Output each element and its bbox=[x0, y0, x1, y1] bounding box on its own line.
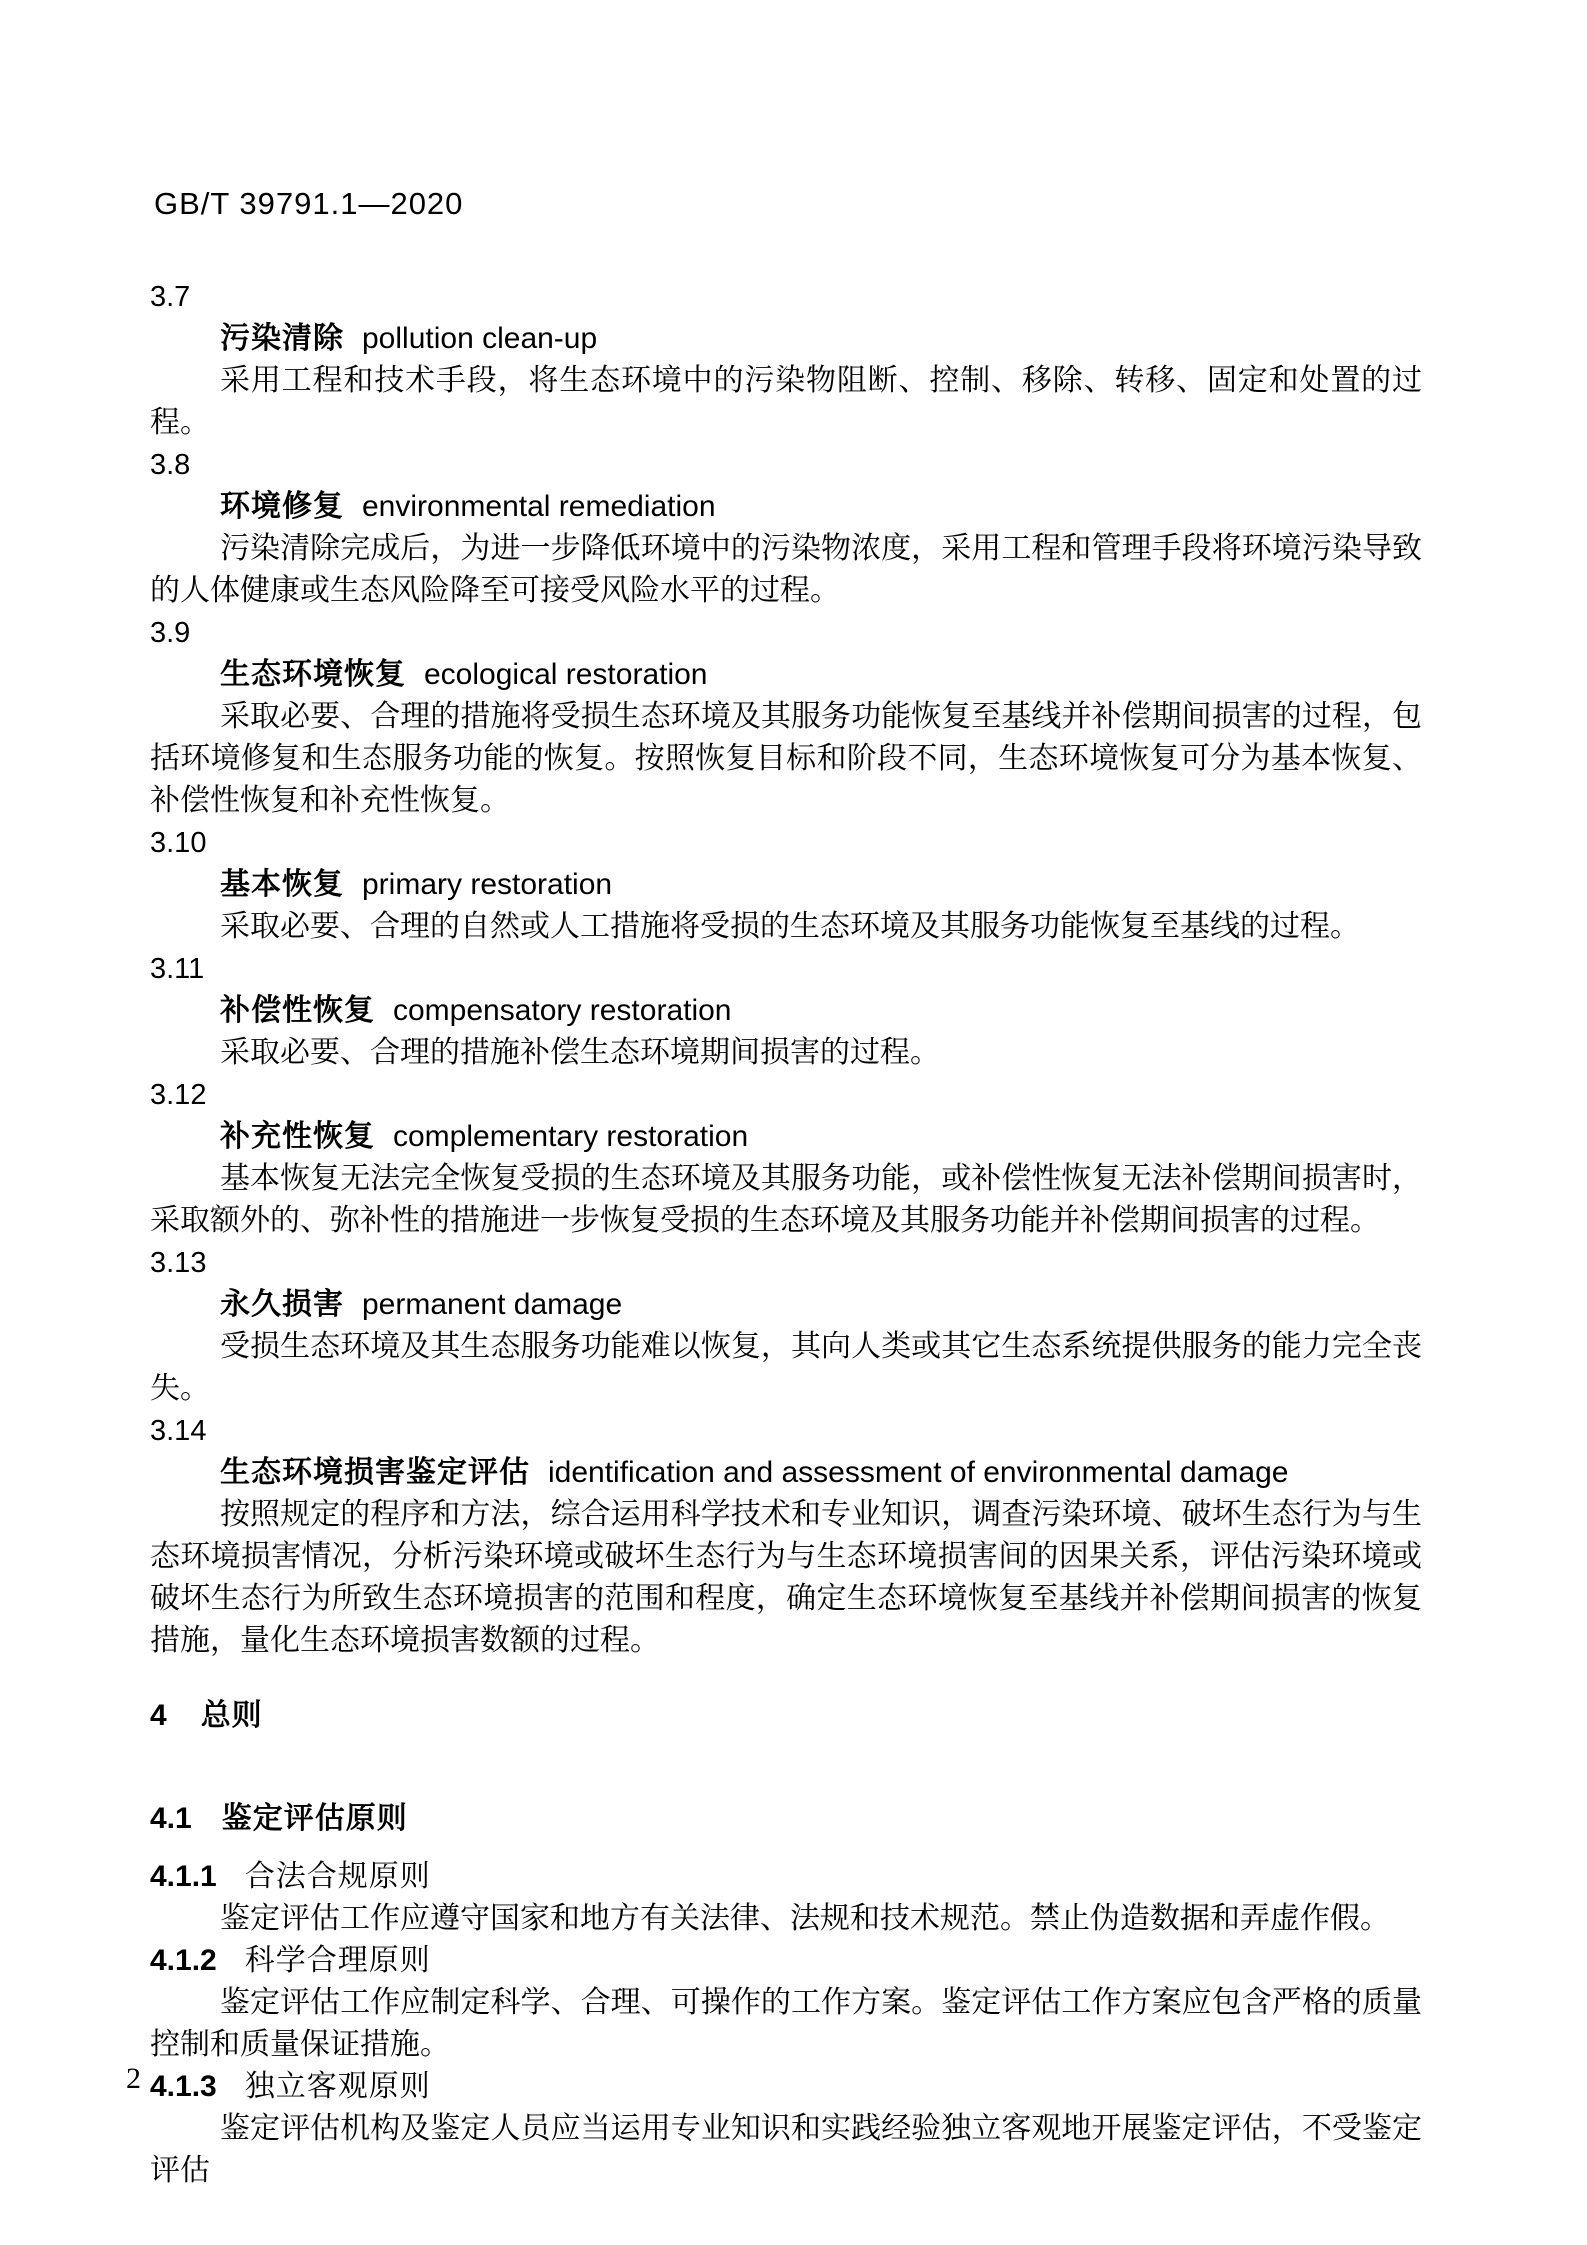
term-definition: 采取必要、合理的措施将受损生态环境及其服务功能恢复至基线并补偿期间损害的过程，包括环境修复和生态服务功能的恢复。按照恢复目标和阶段不同，生态环境恢复可分为基本恢复、补偿性恢复和补充性恢复。 bbox=[150, 700, 1422, 817]
clause-4-1-number: 4.1 bbox=[150, 1802, 192, 1835]
term-title-line bbox=[150, 318, 1422, 360]
term-definition: 采取必要、合理的措施补偿生态环境期间损害的过程。 bbox=[220, 1036, 940, 1069]
clause-4-1-2-heading bbox=[150, 1940, 1422, 1982]
clause-4-1-1 bbox=[150, 1856, 1422, 1940]
clause-4-1-1-title: 合法合规原则 bbox=[244, 1860, 431, 1893]
term-number: 3.7 bbox=[150, 281, 191, 313]
term-entry bbox=[150, 444, 1422, 612]
term-title-zh: 环境修复 bbox=[220, 490, 344, 523]
term-title-en: primary restoration bbox=[362, 868, 613, 901]
term-title-zh: 补偿性恢复 bbox=[220, 994, 375, 1027]
clause-4-1-3-heading bbox=[150, 2066, 1422, 2108]
clause-4-heading bbox=[150, 1695, 1422, 1737]
clause-4-1-2-number: 4.1.2 bbox=[150, 1944, 217, 1977]
term-title-line bbox=[150, 1284, 1422, 1326]
term-entry bbox=[150, 1410, 1422, 1662]
term-title-line bbox=[150, 1116, 1422, 1158]
term-definition: 基本恢复无法完全恢复受损的生态环境及其服务功能，或补偿性恢复无法补偿期间损害时，采取额外的、弥补性的措施进一步恢复受损的生态环境及其服务功能并补偿期间损害的过程。 bbox=[150, 1162, 1422, 1237]
term-entry bbox=[150, 1074, 1422, 1242]
term-title-line bbox=[150, 990, 1422, 1032]
term-title-en: compensatory restoration bbox=[393, 994, 732, 1027]
term-title-en: ecological restoration bbox=[424, 658, 708, 691]
term-title-line bbox=[150, 654, 1422, 696]
clause-4-1-2 bbox=[150, 1940, 1422, 2066]
term-number: 3.13 bbox=[150, 1247, 207, 1279]
term-number: 3.9 bbox=[150, 617, 191, 649]
term-title-line bbox=[150, 1452, 1422, 1494]
clause-4-1-1-body: 鉴定评估工作应遵守国家和地方有关法律、法规和技术规范。禁止伪造数据和弄虚作假。 bbox=[220, 1902, 1390, 1935]
clause-4-number: 4 bbox=[150, 1699, 167, 1732]
term-title-en: permanent damage bbox=[362, 1288, 623, 1321]
term-title-en: complementary restoration bbox=[393, 1120, 749, 1153]
term-number: 3.10 bbox=[150, 827, 207, 859]
term-number: 3.12 bbox=[150, 1079, 207, 1111]
term-title-line bbox=[150, 864, 1422, 906]
term-title-en: environmental remediation bbox=[362, 490, 716, 523]
term-title-zh: 污染清除 bbox=[220, 322, 344, 355]
clause-4-title: 总则 bbox=[200, 1699, 263, 1732]
clause-4-1-heading bbox=[150, 1798, 1422, 1840]
term-definition: 采取必要、合理的自然或人工措施将受损的生态环境及其服务功能恢复至基线的过程。 bbox=[220, 910, 1360, 943]
clause-4-1-1-number: 4.1.1 bbox=[150, 1860, 217, 1893]
term-entry bbox=[150, 276, 1422, 444]
term-title-zh: 基本恢复 bbox=[220, 868, 344, 901]
term-definition: 受损生态环境及其生态服务功能难以恢复，其向人类或其它生态系统提供服务的能力完全丧失。 bbox=[150, 1330, 1422, 1405]
term-title-zh: 补充性恢复 bbox=[220, 1120, 375, 1153]
term-entry bbox=[150, 612, 1422, 822]
term-definition: 采用工程和技术手段，将生态环境中的污染物阻断、控制、移除、转移、固定和处置的过程。 bbox=[150, 364, 1422, 439]
clause-4-1-3 bbox=[150, 2066, 1422, 2192]
clause-4-1-2-title: 科学合理原则 bbox=[244, 1944, 431, 1977]
page-number: 2 bbox=[126, 2062, 141, 2095]
term-definition: 按照规定的程序和方法，综合运用科学技术和专业知识，调查污染环境、破坏生态行为与生态环境损害情况，分析污染环境或破坏生态行为与生态环境损害间的因果关系，评估污染环境或破坏生态行为所致生态环境损害的范围和程度，确定生态环境恢复至基线并补偿期间损害的恢复措施，量化生态环境损害数额的过程。 bbox=[150, 1498, 1422, 1657]
term-title-zh: 永久损害 bbox=[220, 1288, 344, 1321]
term-entry bbox=[150, 948, 1422, 1074]
clause-4-1-1-heading bbox=[150, 1856, 1422, 1898]
term-definition: 污染清除完成后，为进一步降低环境中的污染物浓度，采用工程和管理手段将环境污染导致的人体健康或生态风险降至可接受风险水平的过程。 bbox=[150, 532, 1422, 607]
page-content bbox=[150, 276, 1422, 2192]
term-title-line bbox=[150, 486, 1422, 528]
clause-4-1-title: 鉴定评估原则 bbox=[221, 1802, 408, 1835]
clause-4-1-3-number: 4.1.3 bbox=[150, 2070, 217, 2103]
term-entry bbox=[150, 822, 1422, 948]
standard-number-header: GB/T 39791.1—2020 bbox=[154, 186, 464, 221]
term-title-en: pollution clean-up bbox=[362, 322, 598, 355]
term-number: 3.11 bbox=[150, 953, 205, 985]
term-title-en: identification and assessment of environmental damage bbox=[548, 1456, 1289, 1489]
clause-4-1-2-body: 鉴定评估工作应制定科学、合理、可操作的工作方案。鉴定评估工作方案应包含严格的质量控制和质量保证措施。 bbox=[150, 1986, 1422, 2061]
clause-4-1-3-body: 鉴定评估机构及鉴定人员应当运用专业知识和实践经验独立客观地开展鉴定评估，不受鉴定评估 bbox=[150, 2112, 1422, 2187]
term-entry bbox=[150, 1242, 1422, 1410]
term-title-zh: 生态环境损害鉴定评估 bbox=[220, 1456, 530, 1489]
term-number: 3.8 bbox=[150, 449, 191, 481]
clause-4-1-3-title: 独立客观原则 bbox=[244, 2070, 431, 2103]
term-number: 3.14 bbox=[150, 1415, 207, 1447]
term-title-zh: 生态环境恢复 bbox=[220, 658, 406, 691]
